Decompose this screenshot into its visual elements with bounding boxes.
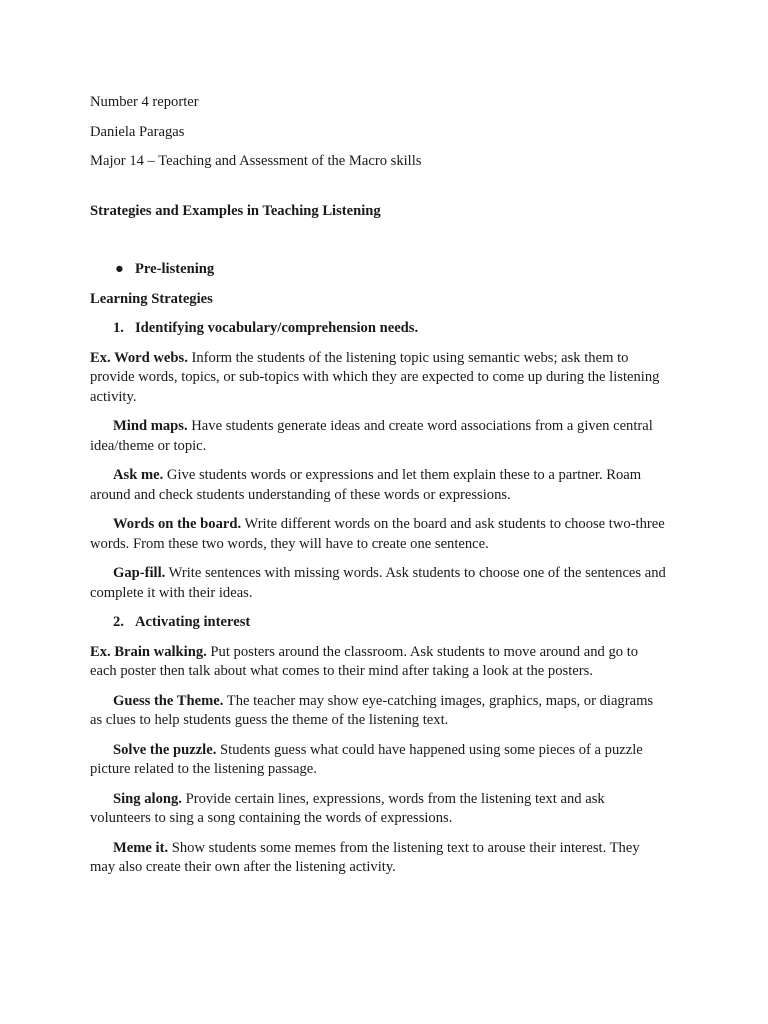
paragraph (90, 839, 668, 878)
paragraph (90, 515, 668, 554)
paragraph (90, 790, 668, 829)
bullet-icon: ● (115, 261, 124, 277)
reporter-name: Daniela Paragas (90, 123, 185, 140)
course-title: Major 14 – Teaching and Assessment of the Macro skills (90, 153, 422, 169)
paragraph-text: Write sentences with missing words. Ask students to choose one of the sentences and complete it with their ideas. (90, 565, 666, 601)
paragraph-lead: Mind maps. (113, 418, 188, 434)
paragraph-text: Inform the students of the listening topic using semantic webs; ask them to provide words, topics, or sub-topics with which they are expected to come up during the listening activity. (90, 349, 660, 405)
section-label: Identifying vocabulary/comprehension needs. (135, 320, 419, 336)
paragraph-text: Provide certain lines, expressions, words from the listening text and ask volunteers to sing a song containing the words of expressions. (90, 790, 605, 826)
paragraph-text: Put posters around the classroom. Ask students to move around and go to each poster then talk about what comes to their mind after taking a look at the posters. (90, 643, 639, 679)
paragraph-text: The teacher may show eye-catching images, graphics, maps, or diagrams as clues to help students guess the theme of the listening text. (90, 692, 654, 728)
paragraph (90, 349, 668, 408)
paragraph-text: Have students generate ideas and create word associations from a given central idea/theme or topic. (90, 418, 653, 454)
learning-strategies-heading: Learning Strategies (90, 290, 213, 307)
section-number: 2. (113, 614, 124, 630)
section-label: Activating interest (135, 614, 251, 630)
paragraph-text: Give students words or expressions and let them explain these to a partner. Roam around and check students understanding of these words or expressions. (90, 467, 642, 503)
bullet-pre-listening (90, 260, 668, 280)
bullet-label: Pre-listening (135, 261, 215, 277)
paragraph-lead: Words on the board. (113, 516, 242, 532)
section-heading-2 (90, 613, 668, 633)
paragraph-lead: Ask me. (113, 467, 164, 483)
paragraph-lead: Sing along. (113, 790, 182, 807)
paragraph-lead: Ex. Word webs. (90, 349, 188, 366)
reporter-number: Number 4 reporter (90, 94, 199, 110)
paragraph-lead: Meme it. (113, 839, 169, 856)
paragraph-text: Show students some memes from the listening text to arouse their interest. They may also create their own after the listening activity. (90, 839, 640, 875)
paragraph-lead: Ex. Brain walking. (90, 643, 207, 660)
paragraph (90, 741, 668, 780)
section-heading-1 (90, 319, 668, 339)
paragraph (90, 564, 668, 603)
section-number: 1. (113, 320, 124, 336)
paragraph-lead: Solve the puzzle. (113, 741, 217, 758)
paragraph (90, 692, 668, 731)
paragraph-text: Students guess what could have happened using some pieces of a puzzle picture related to the listening passage. (90, 741, 643, 777)
paragraph-lead: Gap-fill. (113, 565, 166, 581)
paragraph (90, 643, 668, 682)
paragraph-lead: Guess the Theme. (113, 692, 224, 709)
document-title: Strategies and Examples in Teaching Listening (90, 202, 381, 219)
paragraph-text: Write different words on the board and ask students to choose two-three words. From these two words, they will have to create one sentence. (90, 516, 665, 552)
paragraph (90, 466, 668, 505)
paragraph (90, 417, 668, 456)
